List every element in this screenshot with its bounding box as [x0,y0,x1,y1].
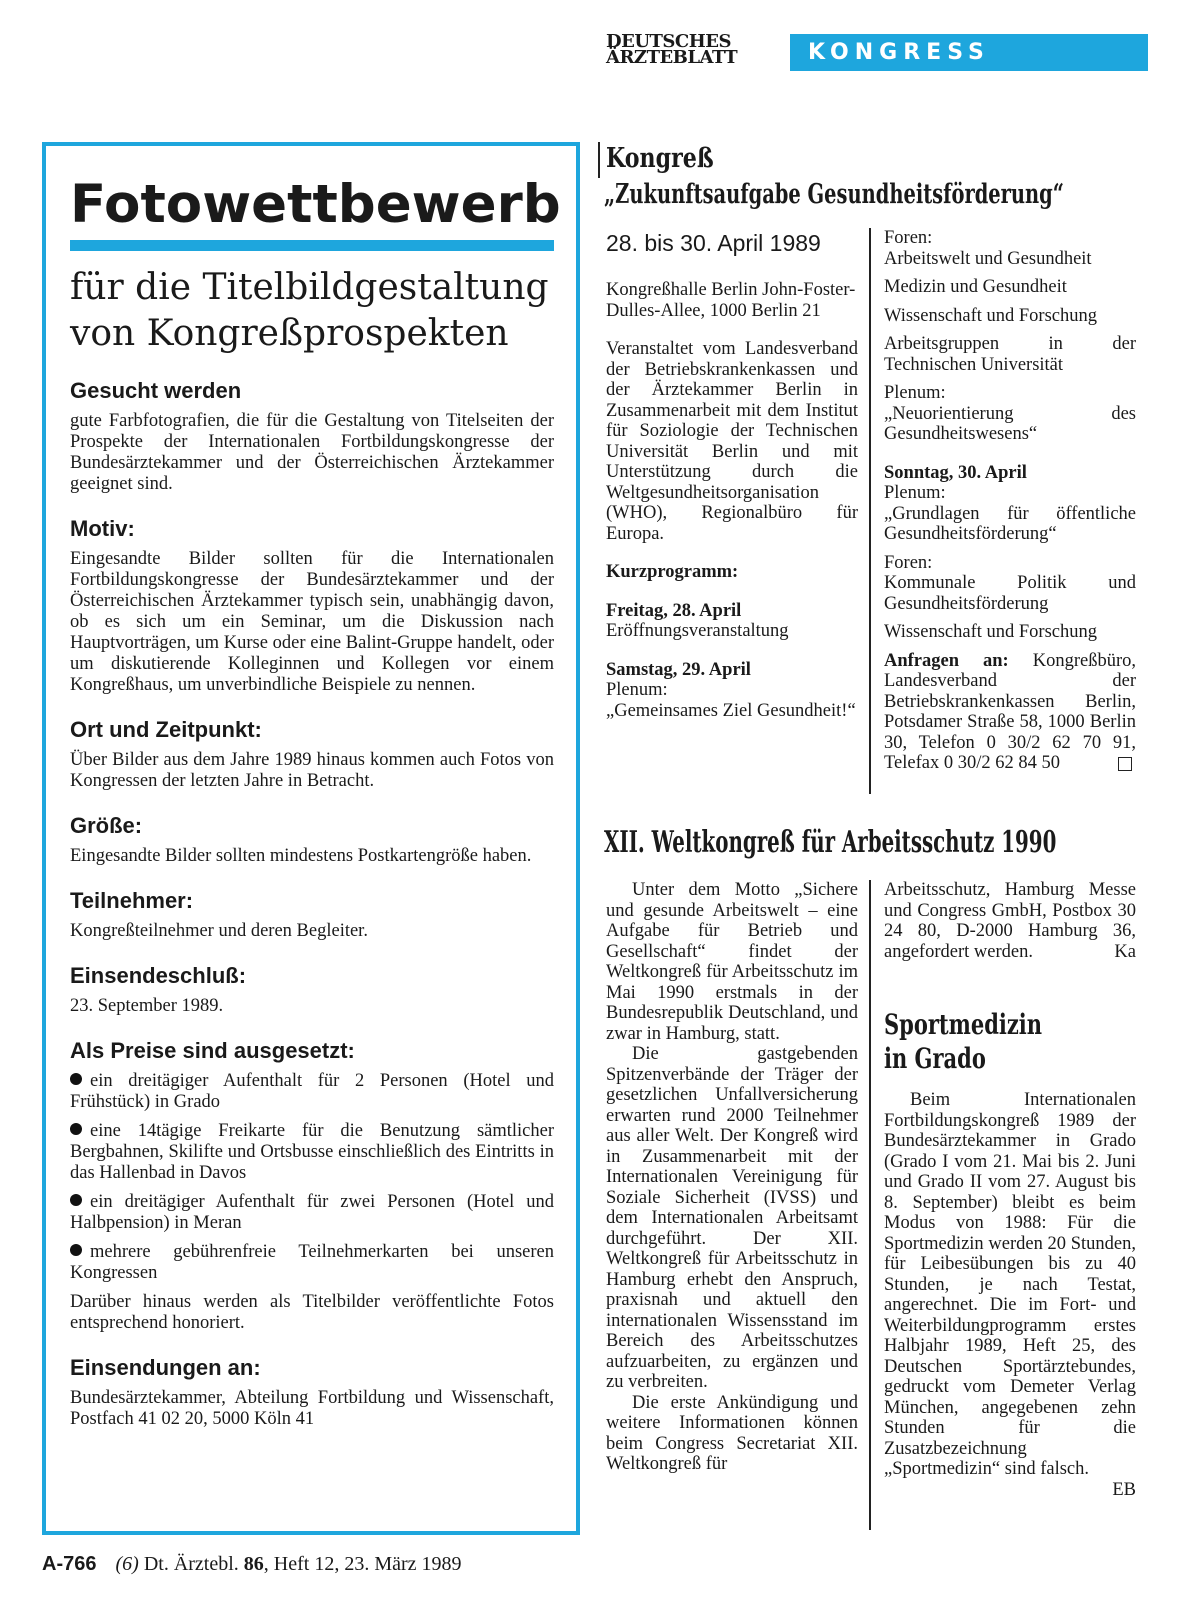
weltkongress-author: Ka [1114,941,1136,962]
right-plenum-text: „Neuorientierung des Gesundheitswesens“ [884,403,1136,444]
sonntag-foren-2: Wissenschaft und Forschung [884,622,1098,642]
list-item [70,1071,554,1113]
einsendungen-text: Bundesärztekammer, Abteilung Fortbildung und Wissenschaft, Postfach 41 02 20, 5000 Köln 41 [70,1388,554,1429]
einsendungen-heading: Einsendungen an: [70,1355,261,1380]
preise-item-text: ein dreitägiger Aufenthalt für zwei Personen (Hotel und Halbpension) in Meran [70,1192,554,1233]
anfragen [884,651,1136,774]
einsendeschluss-text: 23. September 1989. [70,996,224,1016]
kongress-title-line2: „Zukunftsaufgabe Gesundheitsförderung“ [604,179,1064,210]
ort-heading: Ort und Zeitpunkt: [70,717,262,742]
footer-volume: 86 [243,1553,264,1575]
kongress-right-column [884,228,1136,782]
preise-note: Darüber hinaus werden als Titelbilder veröffentlichte Fotos entsprechend honoriert. [70,1292,554,1333]
preise-item-text: eine 14tägige Freikarte für die Benutzung sämtlicher Bergbahnen, Skilifte und Ortsbusse einschließlich des Eintritts in das Hallenbad in Davos [70,1121,554,1183]
sportmedizin-text-body: Beim Internationalen Fortbildungskongreß 1989 der Bundesärztekammer in Grado (Grado I vom 21. Mai bis 2. Juni und Grado II vom 27. August bis 8. September) bleibt es beim Modus von 1988: Für die Sportmedizin werden 20 Stunden, für Leibesübungen bis zu 40 Stunden, je nach Testat, angerechnet. Die im Fort- und Weiterbildungprogramm erstes Halbjahr 1989, Heft 25, des Deutschen Sportärztebundes, gedruckt vom Demeter Verlag München, angegebenen zehn Stunden für die Zusatzbezeichnung „Sportmedizin“ sind falsch. [884,1090,1136,1479]
kongress-organizer: Veranstaltet vom Landesverband der Betriebskrankenkassen und der Ärztekammer Berlin in Zusammenarbeit mit dem Institut für Soziologie der Technischen Universität Berlin und mit Unterstützung durch die Weltgesundheitsorganisation (WHO), Regionalbüro für Europa. [606,339,858,544]
list-item [70,1192,554,1234]
ort-text: Über Bilder aus dem Jahre 1989 hinaus kommen auch Fotos von Kongressen der letzten Jahre in Betracht. [70,750,554,791]
bullet-icon [70,1123,82,1135]
footer-page-alt: (6) [115,1553,139,1575]
sonntag-foren-label: Foren: [884,552,933,573]
preise-item-text: mehrere gebührenfreie Teilnehmerkarten bei unseren Kongressen [70,1242,554,1283]
kongress-left-column [606,228,858,729]
preise-list [70,1071,554,1284]
sportmedizin-title-line1: Sportmedizin [884,1008,1043,1041]
right-foren-3: Wissenschaft und Forschung [884,305,1098,326]
column-rule-weltkongress [869,880,871,1530]
contest-subtitle-line2: von Kongreßprospekten [70,313,509,354]
anfragen-label: Anfragen an: [884,650,1009,671]
right-plenum-label: Plenum: [884,383,946,403]
sonntag-foren-1: Kommunale Politik und Gesundheitsförderung [884,573,1136,614]
right-arbeitsgruppen: Arbeitsgruppen in der Technischen Universität [884,334,1136,375]
right-foren-label: Foren: [884,228,933,248]
kongress-venue: Kongreßhalle Berlin John-Foster-Dulles-Allee, 1000 Berlin 21 [606,280,856,321]
kongress-title-line1: Kongreß [606,143,714,174]
groesse-heading: Größe: [70,813,143,838]
weltkongress-para2: Die gastgebenden Spitzenverbände der Träger der gesetzlichen Unfallversicherung erwarten rund 2000 Teilnehmer aus aller Welt. Der Kongreß wird in Zusammenarbeit mit der Internationalen Vereinigung für Soziale Sicherheit (IVSS) und dem Internationalen Arbeitsamt durchgeführt. Der XII. Weltkongreß für Arbeitsschutz in Hamburg erhebt den Anspruch, praxisnah und aktuell den internationalen Wissensstand im Bereich des Arbeitsschutzes aufzuarbeiten, zu ergänzen und zu verbreiten. [606,1044,858,1392]
teilnehmer-heading: Teilnehmer: [70,888,194,913]
end-mark-icon [1118,757,1132,771]
bullet-icon [70,1244,82,1256]
weltkongress-left-column [606,880,858,1475]
teilnehmer-text: Kongreßteilnehmer und deren Begleiter. [70,921,368,941]
sportmedizin-text [884,1090,1136,1500]
section-tag: KONGRESS AKTUELL [790,34,1148,71]
footer-issue: , Heft 12, 23. März 1989 [263,1553,462,1575]
column-rule-kongress [869,228,871,794]
masthead-line2: ÄRZTEBLATT [606,47,738,68]
motiv-heading: Motiv: [70,516,135,541]
motiv-text: Eingesandte Bilder sollten für die Internationalen Fortbildungskongresse der Bundesärztekammer und der Österreichischen Ärztekammer typisch sein, unabhängig davon, ob es sich um ein Seminar, um die Diskussion nach Hauptvorträgen, um Kurse oder eine Balint-Gruppe handelt, oder um diskutierende Kolleginnen und Kollegen vor einem Kongreßhaus, um unverbindliche Beispiele zu nennen. [70,549,554,695]
page-footer [42,1553,462,1576]
list-item [70,1242,554,1284]
freitag-text: Eröffnungsveranstaltung [606,621,789,641]
sportmedizin-title-line2: in Grado [884,1042,986,1075]
einsendeschluss-heading: Einsendeschluß: [70,963,247,988]
column-rule-top [598,142,600,178]
contest-title: Fotowettbewerb [70,174,561,235]
contest-title-rule [70,240,554,251]
sonntag-plenum-text: „Grundlagen für öffentliche Gesundheitsförderung“ [884,503,1136,544]
freitag-label: Freitag, 28. April [606,600,742,621]
weltkongress-para1: Unter dem Motto „Sichere und gesunde Arbeitswelt – eine Aufgabe für Betrieb und Gesellschaft“ findet der Weltkongreß für Arbeitsschutz im Mai 1990 erstmals in der Bundesrepublik Deutschland, und zwar in Hamburg, statt. [606,880,858,1044]
right-foren-2: Medizin und Gesundheit [884,277,1067,297]
anfragen-text: Kongreßbüro, Landesverband der Betriebskrankenkassen Berlin, Potsdamer Straße 58, 1000 Berlin 30, Telefon 0 30/2 62 70 91, Telefax 0 30/2 62 84 50 [884,650,1136,773]
sportmedizin-author: EB [1112,1479,1136,1500]
right-foren-1: Arbeitswelt und Gesundheit [884,248,1092,269]
weltkongress-para4 [884,880,1136,962]
contest-subtitle-line1: für die Titelbildgestaltung [70,267,549,308]
weltkongress-title: XII. Weltkongreß für Arbeitsschutz 1990 [604,825,1057,860]
photo-contest-box [42,142,580,1535]
list-item [70,1121,554,1184]
masthead-line1: DEUTSCHES [606,31,731,52]
groesse-text: Eingesandte Bilder sollten mindestens Postkartengröße haben. [70,846,532,866]
preise-heading: Als Preise sind ausgesetzt: [70,1038,355,1063]
contest-subtitle [70,265,554,357]
gesucht-text: gute Farbfotografien, die für die Gestaltung von Titelseiten der Prospekte der Internationalen Fortbildungskongresse der Bundesärztekammer und der Österreichischen Ärztekammer geeignet sind. [70,411,554,494]
samstag-plenum-text: „Gemeinsames Ziel Gesundheit!“ [606,700,856,721]
samstag-label: Samstag, 29. April [606,659,751,680]
weltkongress-para3: Die erste Ankündigung und weitere Informationen können beim Congress Secretariat XII. Weltkongreß für [606,1392,858,1474]
sonntag-plenum-label: Plenum: [884,483,946,503]
sonntag-label: Sonntag, 30. April [884,462,1027,483]
bullet-icon [70,1194,82,1206]
footer-journal: Dt. Ärztebl. [143,1553,239,1575]
bullet-icon [70,1073,82,1085]
weltkongress-para4-text: Arbeitsschutz, Hamburg Messe und Congress GmbH, Postbox 30 24 80, D-2000 Hamburg 36, angefordert werden. [884,880,1136,962]
kongress-date: 28. bis 30. April 1989 [606,230,821,256]
gesucht-heading: Gesucht werden [70,378,242,403]
kurzprogramm-label: Kurzprogramm: [606,562,739,582]
samstag-plenum-label: Plenum: [606,680,668,700]
sportmedizin-title [884,1008,1136,1076]
preise-item-text: ein dreitägiger Aufenthalt für 2 Personen (Hotel und Frühstück) in Grado [70,1071,554,1112]
footer-page: A-766 [42,1553,97,1575]
weltkongress-right-column [884,880,1136,1500]
masthead [606,31,782,68]
